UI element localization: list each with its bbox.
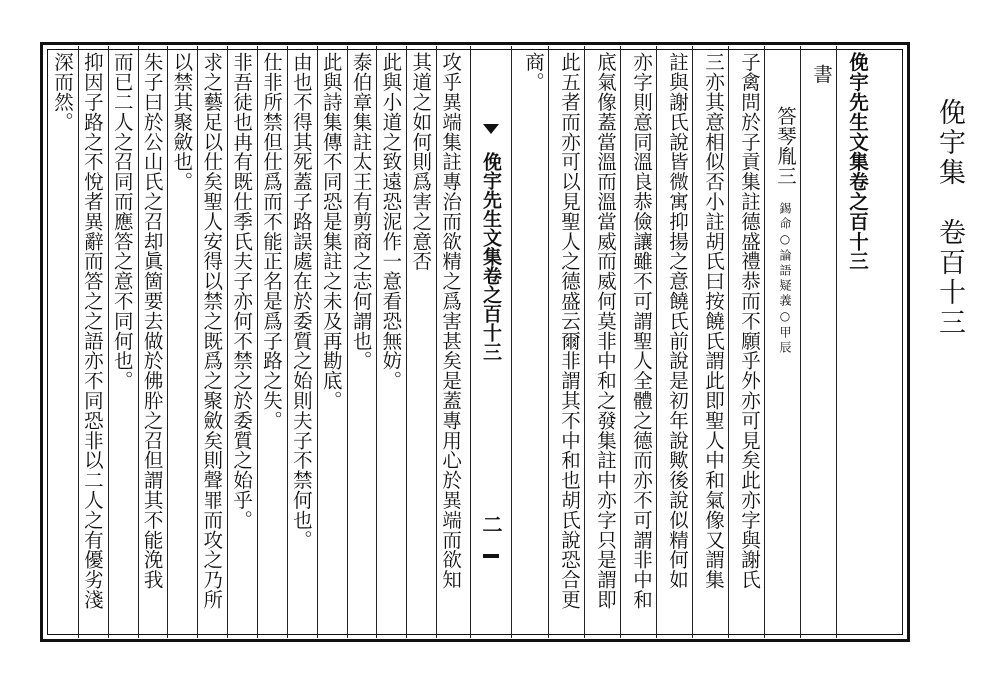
text-column: 而已二人之召同而應答之意不同何也。 xyxy=(110,52,134,391)
text-column: 此與小道之致遠恐泥作一意看恐無妨。 xyxy=(379,52,403,391)
page-number: 二 xyxy=(479,514,503,534)
text-column: 非吾徒也冉有既仕季氏夫子亦何不禁之於委質之始乎。 xyxy=(230,52,254,530)
text-column: 仕非所禁但仕爲而不能正名是爲子路之失。 xyxy=(260,52,283,431)
text-column: 商。 xyxy=(522,52,545,92)
text-column: 由也不得其死蓋子路誤處在於委質之始則夫子不禁何也。 xyxy=(289,52,313,550)
letter-title: 答琴胤三 xyxy=(774,106,797,186)
text-column: 抑因子路之不悅者異辭而答之之語亦不同恐非以二人之有優劣淺 xyxy=(80,52,104,610)
fishtail-mark-icon xyxy=(483,124,499,134)
text-column: 三亦其意相似否小註胡氏曰按饒氏謂此即聖人中和氣像又謂集 xyxy=(702,52,725,590)
fold-title: 俛宇先生文集卷之百十三 xyxy=(480,152,502,361)
text-column: 註與謝氏說皆微寓抑揚之意饒氏前說是初年說歟後說似精何如 xyxy=(666,52,689,590)
text-column: 其道之如何則爲害之意否 xyxy=(409,52,433,271)
margin-header: 俛宇集 卷百十三 xyxy=(934,98,965,338)
text-column: 亦字則意同溫良恭儉讓雖不可謂聖人全體之德而亦不可謂非中和 xyxy=(630,52,653,610)
center-fold xyxy=(470,46,512,638)
text-column: 以禁其聚斂也。 xyxy=(170,52,194,192)
volume-title: 俛宇先生文集卷之百十三 xyxy=(846,52,869,271)
text-column: 泰伯章集註太王有剪商之志何謂也。 xyxy=(349,52,373,371)
text-column: 攻乎異端集註專治而欲精之爲害甚矣是蓋專用心於異端而欲知 xyxy=(439,52,463,590)
fishtail-bottom-icon xyxy=(483,554,499,558)
text-column: 此五者而亦可以見聖人之德盛云爾非謂其不中和也胡氏說恐合更 xyxy=(558,52,581,610)
text-column: 子禽問於子貢集註德盛禮恭而不願乎外亦可見矣此亦字與謝氏 xyxy=(738,52,761,590)
section-heading: 書 xyxy=(810,64,833,84)
text-column: 求之藝足以仕矣聖人安得以禁之既爲之聚斂矣則聲罪而攻之乃所 xyxy=(200,52,224,610)
text-column: 此與詩集傳不同恐是集註之未及再勘底。 xyxy=(319,52,343,411)
letter-subtitle-note: 錫命○論語疑義○甲辰 xyxy=(778,202,792,356)
text-column: 底氣像蓋當溫而溫當威而威何莫非中和之發集註中亦字只是謂即 xyxy=(594,52,617,610)
text-column: 深而然。 xyxy=(51,52,74,132)
text-column: 朱子曰於公山氏之召却眞箇要去做於佛肸之召但謂其不能浼我 xyxy=(140,52,164,590)
